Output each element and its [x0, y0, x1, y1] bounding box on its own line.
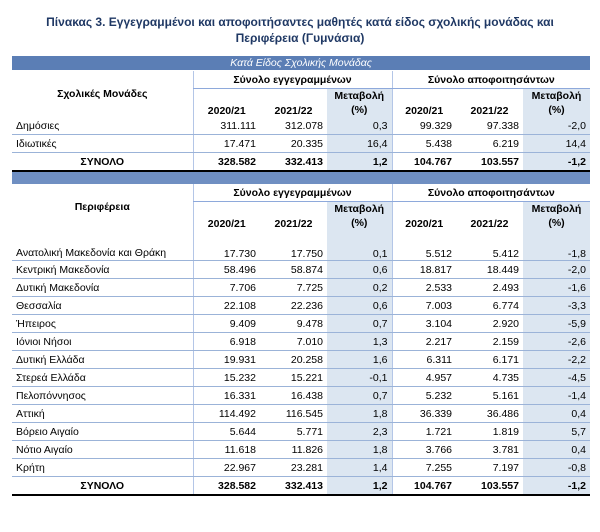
header-year2: 2021/22	[274, 105, 313, 117]
row-value: 6.311	[392, 351, 456, 369]
row-value: 18.817	[392, 261, 456, 279]
row-value: 5.771	[260, 423, 327, 441]
row-label: Στερεά Ελλάδα	[12, 369, 193, 387]
total-value: -1,2	[523, 477, 590, 496]
row-value: 15.232	[193, 369, 260, 387]
table-row	[12, 405, 590, 423]
row-value: 23.281	[260, 459, 327, 477]
row-value: 22.236	[260, 297, 327, 315]
row-value: 36.486	[456, 405, 523, 423]
row-value: -1,8	[523, 230, 590, 261]
row-value: 0,6	[327, 261, 392, 279]
row-value: 17.471	[193, 135, 260, 153]
total-value: 1,2	[327, 477, 392, 496]
total-value: 1,2	[327, 153, 392, 172]
row-value: 6.918	[193, 333, 260, 351]
total-value: 328.582	[193, 477, 260, 496]
table-row	[12, 351, 590, 369]
table-row	[12, 315, 590, 333]
row-value: 16,4	[327, 135, 392, 153]
title-line-2: Περιφέρεια (Γυμνάσια)	[235, 31, 365, 45]
row-value: -5,9	[523, 315, 590, 333]
row-label: Δημόσιες	[12, 117, 193, 135]
row-value: 1,4	[327, 459, 392, 477]
row-value: 7.725	[260, 279, 327, 297]
row-label: Αττική	[12, 405, 193, 423]
row-value: 311.111	[193, 117, 260, 135]
table-row	[12, 369, 590, 387]
header-graduated-group: Σύνολο αποφοιτησάντων	[392, 71, 590, 89]
row-value: -4,5	[523, 369, 590, 387]
row-value: 36.339	[392, 405, 456, 423]
row-label: Ήπειρος	[12, 315, 193, 333]
total-value: 104.767	[392, 153, 456, 172]
total-row	[12, 477, 590, 496]
row-value: 19.931	[193, 351, 260, 369]
row-value: 312.078	[260, 117, 327, 135]
row-value: 0,7	[327, 387, 392, 405]
row-value: 18.449	[456, 261, 523, 279]
table-row	[12, 441, 590, 459]
row-value: 5.412	[456, 230, 523, 261]
row-label: Κρήτη	[12, 459, 193, 477]
statistics-table	[12, 56, 590, 496]
section-separator	[12, 171, 590, 184]
header-year1: 2020/21	[193, 202, 260, 231]
header-enrolled-group: Σύνολο εγγεγραμμένων	[193, 184, 392, 202]
row-value: 0,4	[523, 405, 590, 423]
row-value: 4.735	[456, 369, 523, 387]
row-value: 22.108	[193, 297, 260, 315]
row-value: -1,6	[523, 279, 590, 297]
table-row	[12, 261, 590, 279]
row-value: 58.874	[260, 261, 327, 279]
row-value: 2.493	[456, 279, 523, 297]
row-value: 11.618	[193, 441, 260, 459]
row-value: 3.766	[392, 441, 456, 459]
table-body	[12, 56, 590, 495]
row-value: 114.492	[193, 405, 260, 423]
row-value: 1,8	[327, 405, 392, 423]
table-row	[12, 297, 590, 315]
row-value: 97.338	[456, 117, 523, 135]
row-value: 1.819	[456, 423, 523, 441]
row-value: 11.826	[260, 441, 327, 459]
row-value: 7.010	[260, 333, 327, 351]
row-value: 4.957	[392, 369, 456, 387]
row-value: 7.003	[392, 297, 456, 315]
row-value: -1,4	[523, 387, 590, 405]
row-value: -3,3	[523, 297, 590, 315]
row-label: Κεντρική Μακεδονία	[12, 261, 193, 279]
row-value: 5.232	[392, 387, 456, 405]
row-value: 5.438	[392, 135, 456, 153]
row-value: 20.335	[260, 135, 327, 153]
row-value: 7.706	[193, 279, 260, 297]
total-label: ΣΥΝΟΛΟ	[12, 153, 193, 172]
row-label: Θεσσαλία	[12, 297, 193, 315]
row-value: 2.159	[456, 333, 523, 351]
header-year1: 2020/21	[193, 89, 260, 118]
total-value: 332.413	[260, 477, 327, 496]
table-title	[0, 0, 600, 46]
table-row	[12, 117, 590, 135]
separator-bar	[12, 171, 590, 184]
row-value: 0,4	[523, 441, 590, 459]
header-year1: 2020/21	[392, 202, 456, 231]
row-value: 1,8	[327, 441, 392, 459]
row-value: 0,2	[327, 279, 392, 297]
total-label: ΣΥΝΟΛΟ	[12, 477, 193, 496]
row-value: 1,6	[327, 351, 392, 369]
row-value: 2.920	[456, 315, 523, 333]
row-value: 9.409	[193, 315, 260, 333]
table-banner: Κατά Είδος Σχολικής Μονάδας	[12, 56, 590, 71]
header-change: Μεταβολή (%)	[523, 202, 590, 231]
header-change: Μεταβολή (%)	[327, 202, 392, 231]
row-value: 5.644	[193, 423, 260, 441]
row-value: 14,4	[523, 135, 590, 153]
row-value: 6.171	[456, 351, 523, 369]
header-row-groups	[12, 71, 590, 89]
statistics-table-container	[12, 56, 590, 496]
header-year2: 2021/22	[470, 105, 509, 117]
row-value: 99.329	[392, 117, 456, 135]
row-value: 17.750	[260, 230, 327, 261]
total-value: 103.557	[456, 477, 523, 496]
row-value: 58.496	[193, 261, 260, 279]
header-enrolled-group: Σύνολο εγγεγραμμένων	[193, 71, 392, 89]
row-value: 0,6	[327, 297, 392, 315]
row-value: 22.967	[193, 459, 260, 477]
row-label: Δυτική Ελλάδα	[12, 351, 193, 369]
row-value: 3.104	[392, 315, 456, 333]
row-label: Βόρειο Αιγαίο	[12, 423, 193, 441]
row-value: 20.258	[260, 351, 327, 369]
table-row	[12, 279, 590, 297]
header-row-groups	[12, 184, 590, 202]
row-value: 116.545	[260, 405, 327, 423]
total-value: -1,2	[523, 153, 590, 172]
row-label: Ανατολική Μακεδονία και Θράκη	[12, 230, 193, 261]
row-value: 16.331	[193, 387, 260, 405]
total-row	[12, 153, 590, 172]
row-value: -2,0	[523, 117, 590, 135]
row-value: 17.730	[193, 230, 260, 261]
row-value: 5.512	[392, 230, 456, 261]
table-row	[12, 230, 590, 261]
table-row	[12, 135, 590, 153]
row-value: -2,6	[523, 333, 590, 351]
header-year1: 2020/21	[392, 89, 456, 118]
row-value: 2.217	[392, 333, 456, 351]
table-row	[12, 423, 590, 441]
header-change: Μεταβολή (%)	[327, 89, 392, 118]
header-year2: 2021/22	[274, 218, 313, 230]
row-value: 7.255	[392, 459, 456, 477]
table-row	[12, 333, 590, 351]
header-school-units: Σχολικές Μονάδες	[57, 88, 148, 100]
row-value: 0,3	[327, 117, 392, 135]
total-value: 328.582	[193, 153, 260, 172]
row-label: Νότιο Αιγαίο	[12, 441, 193, 459]
row-value: 1,3	[327, 333, 392, 351]
header-change: Μεταβολή (%)	[523, 89, 590, 118]
table-row	[12, 459, 590, 477]
row-label: Ιόνιοι Νήσοι	[12, 333, 193, 351]
row-value: 3.781	[456, 441, 523, 459]
header-region: Περιφέρεια	[74, 201, 130, 213]
row-value: 0,1	[327, 230, 392, 261]
row-label: Ιδιωτικές	[12, 135, 193, 153]
row-label: Πελοπόννησος	[12, 387, 193, 405]
row-value: 2,3	[327, 423, 392, 441]
row-value: 7.197	[456, 459, 523, 477]
row-value: 6.219	[456, 135, 523, 153]
row-value: 0,7	[327, 315, 392, 333]
row-value: 1.721	[392, 423, 456, 441]
row-value: 9.478	[260, 315, 327, 333]
row-value: 15.221	[260, 369, 327, 387]
row-label: Δυτική Μακεδονία	[12, 279, 193, 297]
row-value: 2.533	[392, 279, 456, 297]
row-value: -0,1	[327, 369, 392, 387]
row-value: 16.438	[260, 387, 327, 405]
row-value: 6.774	[456, 297, 523, 315]
row-value: 5,7	[523, 423, 590, 441]
total-value: 332.413	[260, 153, 327, 172]
header-graduated-group: Σύνολο αποφοιτησάντων	[392, 184, 590, 202]
table-row	[12, 387, 590, 405]
row-value: 5.161	[456, 387, 523, 405]
total-value: 104.767	[392, 477, 456, 496]
row-value: -2,2	[523, 351, 590, 369]
row-value: -0,8	[523, 459, 590, 477]
header-year2: 2021/22	[470, 218, 509, 230]
total-value: 103.557	[456, 153, 523, 172]
row-value: -2,0	[523, 261, 590, 279]
title-line-1: Πίνακας 3. Εγγεγραμμένοι και αποφοιτήσαντες μαθητές κατά είδος σχολικής μονάδας και	[46, 15, 554, 29]
